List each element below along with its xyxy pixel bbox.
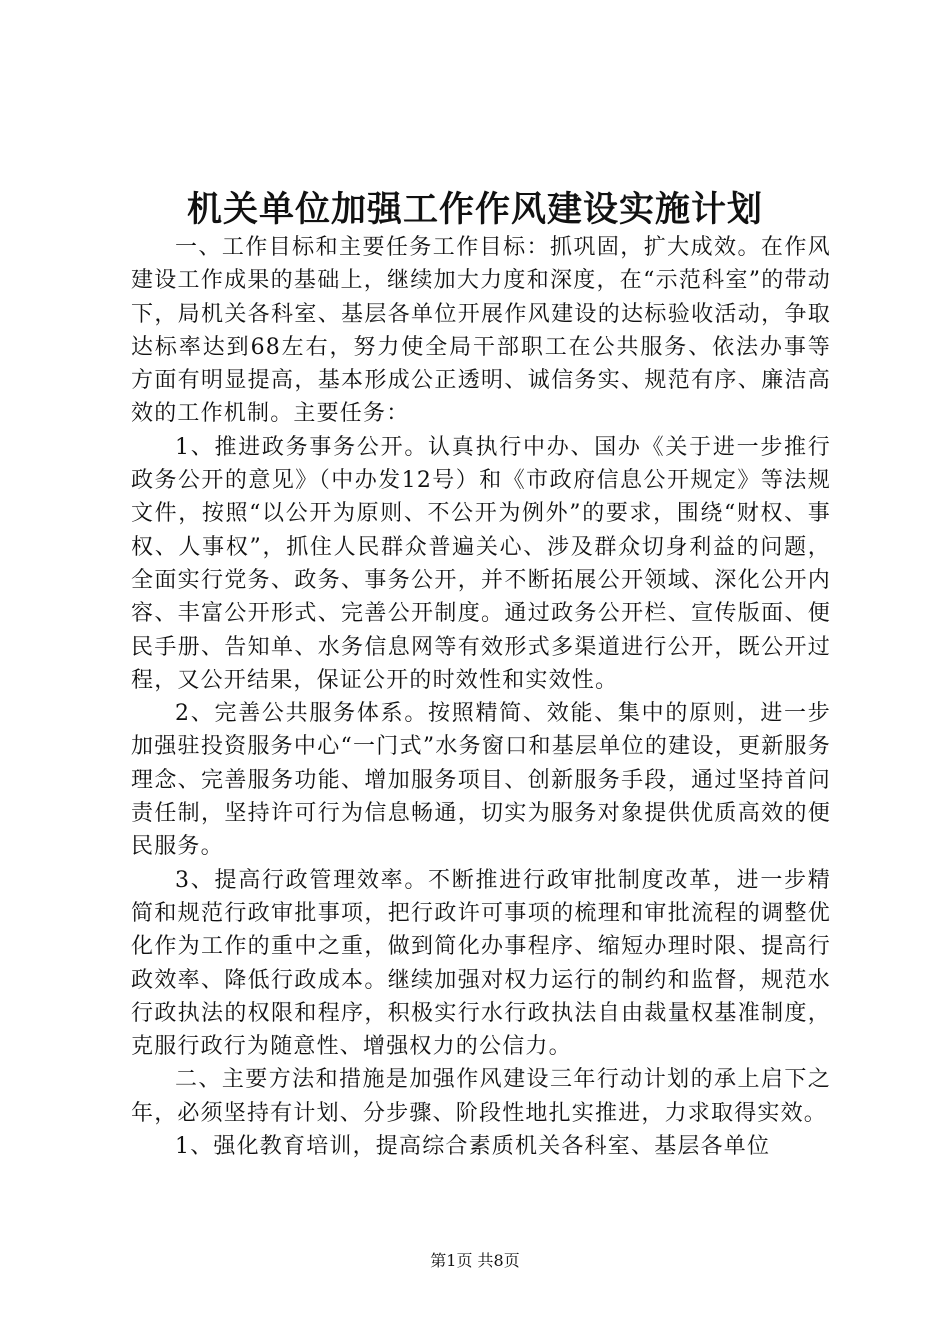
paragraph-methods: 二、主要方法和措施是加强作风建设三年行动计划的承上启下之年，必须坚持有计划、分步骤、阶段性地扎实推进，力求取得实效。	[131, 1067, 831, 1126]
paragraph-task-1: 1、推进政务事务公开。认真执行中办、国办《关于进一步推行政务公开的意见》（中办发12号）和《市政府信息公开规定》等法规文件，按照“以公开为原则、不公开为例外”的要求，围绕“财权、事权、人事权”，抓住人民群众普遍关心、涉及群众切身利益的问题，全面实行党务、政务、事务公开，并不断拓展公开领域、深化公开内容、丰富公开形式、完善公开制度。通过政务公开栏、宣传版面、便民手册、告知单、水务信息网等有效形式多渠道进行公开，既公开过程，又公开结果，保证公开的时效性和实效性。	[131, 434, 831, 693]
page-number-footer: 第1页 共8页	[430, 1251, 520, 1270]
paragraph-task-3: 3、提高行政管理效率。不断推进行政审批制度改革，进一步精简和规范行政审批事项，把行政许可事项的梳理和审批流程的调整优化作为工作的重中之重，做到简化办事程序、缩短办理时限、提高行政效率、降低行政成本。继续加强对权力运行的制约和监督，规范水行政执法的权限和程序，积极实行水行政执法自由裁量权基准制度，克服行政行为随意性、增强权力的公信力。	[131, 867, 831, 1060]
paragraph-method-1: 1、强化教育培训，提高综合素质机关各科室、基层各单位	[175, 1134, 771, 1160]
document-title: 机关单位加强工作作风建设实施计划	[186, 189, 763, 230]
document-body	[131, 231, 831, 1163]
paragraph-objectives: 一、工作目标和主要任务工作目标：抓巩固，扩大成效。在作风建设工作成果的基础上，继续加大力度和深度，在“示范科室”的带动下，局机关各科室、基层各单位开展作风建设的达标验收活动，争取达标率达到68左右，努力使全局干部职工在公共服务、依法办事等方面有明显提高，基本形成公正透明、诚信务实、规范有序、廉洁高效的工作机制。主要任务：	[131, 235, 831, 427]
paragraph-task-2: 2、完善公共服务体系。按照精简、效能、集中的原则，进一步加强驻投资服务中心“一门式”水务窗口和基层单位的建设，更新服务理念、完善服务功能、增加服务项目、创新服务手段，通过坚持首问责任制，坚持许可行为信息畅通，切实为服务对象提供优质高效的便民服务。	[131, 701, 831, 860]
